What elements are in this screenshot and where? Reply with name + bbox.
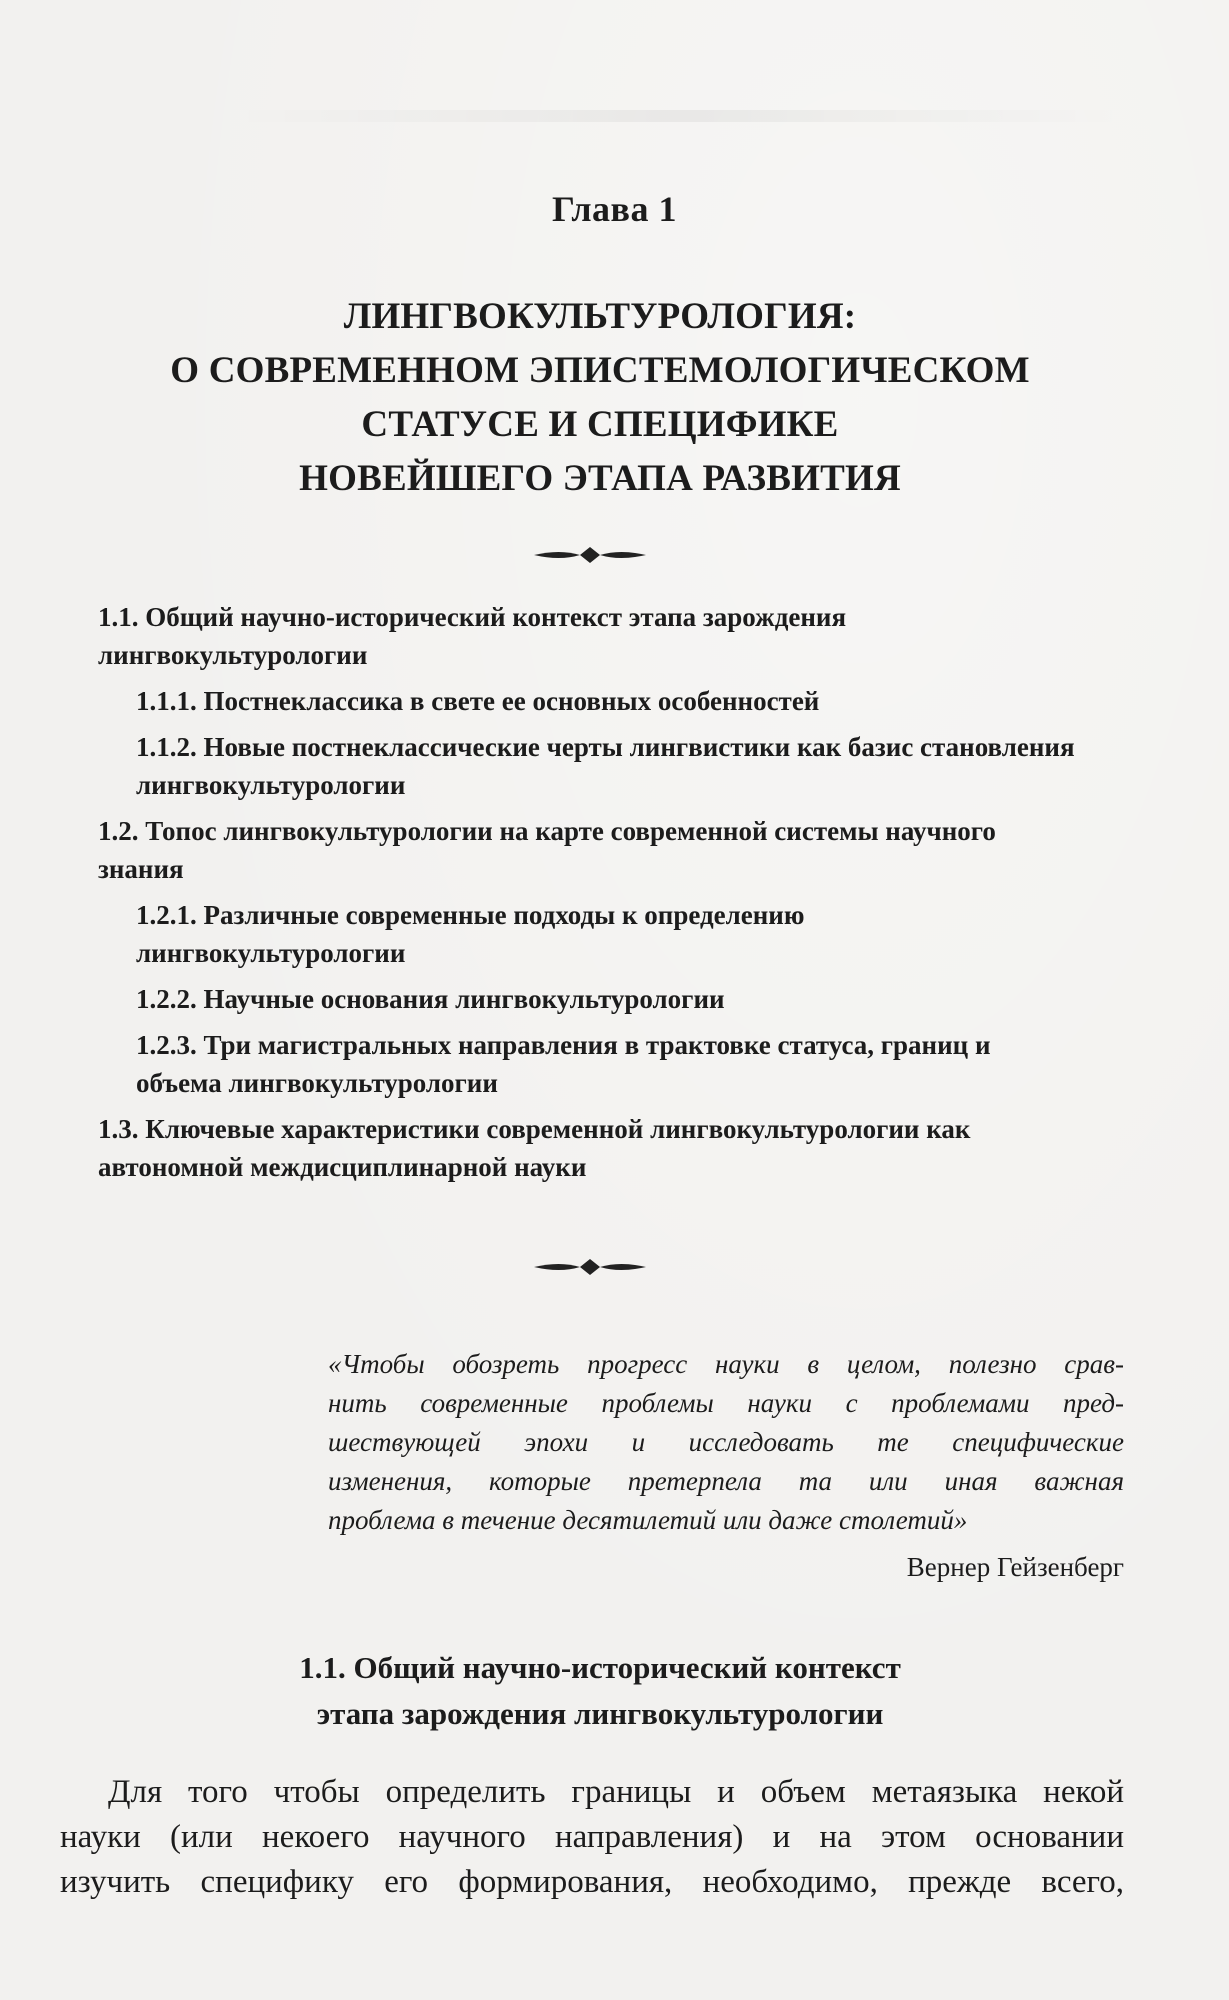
- section-heading-line: 1.1. Общий научно-исторический контекст: [299, 1650, 901, 1685]
- section-heading: [100, 1645, 1100, 1737]
- toc-item: 1.2.2. Научные основания лингвокультурологии: [136, 984, 725, 1014]
- epigraph-line: изменения, которые претерпела та или иная важная: [328, 1466, 1124, 1496]
- body-line: Для того чтобы определить границы и объем метаязыка некой: [108, 1774, 1124, 1810]
- chapter-title-line: СТАТУСЕ И СПЕЦИФИКЕ: [361, 404, 839, 445]
- toc-item: 1.2.3. Три магистральных направления в трактовке статуса, границ и объема лингвокультурологии: [136, 1030, 991, 1098]
- section-heading-line: этапа зарождения лингвокультурологии: [316, 1696, 884, 1731]
- body-paragraph: [60, 1770, 1124, 1905]
- chapter-title-line: НОВЕЙШЕГО ЭТАПА РАЗВИТИЯ: [299, 458, 901, 499]
- epigraph-line: нить современные проблемы науки с проблемами пред-: [328, 1388, 1124, 1418]
- toc-item: 1.3. Ключевые характеристики современной лингвокультурологии как автономной междисциплинарной науки: [98, 1114, 971, 1182]
- chapter-label: Глава 1: [552, 189, 677, 229]
- body-line: науки (или некоего научного направления) и на этом основании: [60, 1819, 1124, 1855]
- toc-item: 1.2.1. Различные современные подходы к определению лингвокультурологии: [136, 900, 805, 968]
- chapter-title-line: ЛИНГВОКУЛЬТУРОЛОГИЯ:: [343, 296, 857, 337]
- divider-ornament-bottom: [530, 1257, 650, 1277]
- toc-item: 1.2. Топос лингвокультурологии на карте современной системы научного знания: [98, 816, 996, 884]
- bleed-through-shadow: [230, 110, 1130, 122]
- epigraph-line: «Чтобы обозреть прогресс науки в целом, полезно срав-: [328, 1349, 1124, 1379]
- epigraph-line: шествующей эпохи и исследовать те специфические: [328, 1427, 1124, 1457]
- toc-item: 1.1.2. Новые постнеклассические черты лингвистики как базис становления лингвокультурологии: [136, 732, 1075, 800]
- chapter-title: [60, 290, 1140, 506]
- epigraph-line: проблема в течение десятилетий или даже столетий»: [328, 1505, 968, 1535]
- chapter-title-line: О СОВРЕМЕННОМ ЭПИСТЕМОЛОГИЧЕСКОМ: [170, 350, 1030, 391]
- divider-ornament-top: [530, 545, 650, 565]
- toc-item: 1.1. Общий научно-исторический контекст этапа зарождения лингвокультурологии: [98, 602, 847, 670]
- epigraph-author: Вернер Гейзенберг: [906, 1552, 1124, 1582]
- body-line: изучить специфику его формирования, необходимо, прежде всего,: [60, 1864, 1124, 1900]
- chapter-contents: [98, 598, 1078, 1194]
- toc-item: 1.1.1. Постнеклассика в свете ее основных особенностей: [136, 686, 820, 716]
- epigraph-quote: [328, 1345, 1124, 1540]
